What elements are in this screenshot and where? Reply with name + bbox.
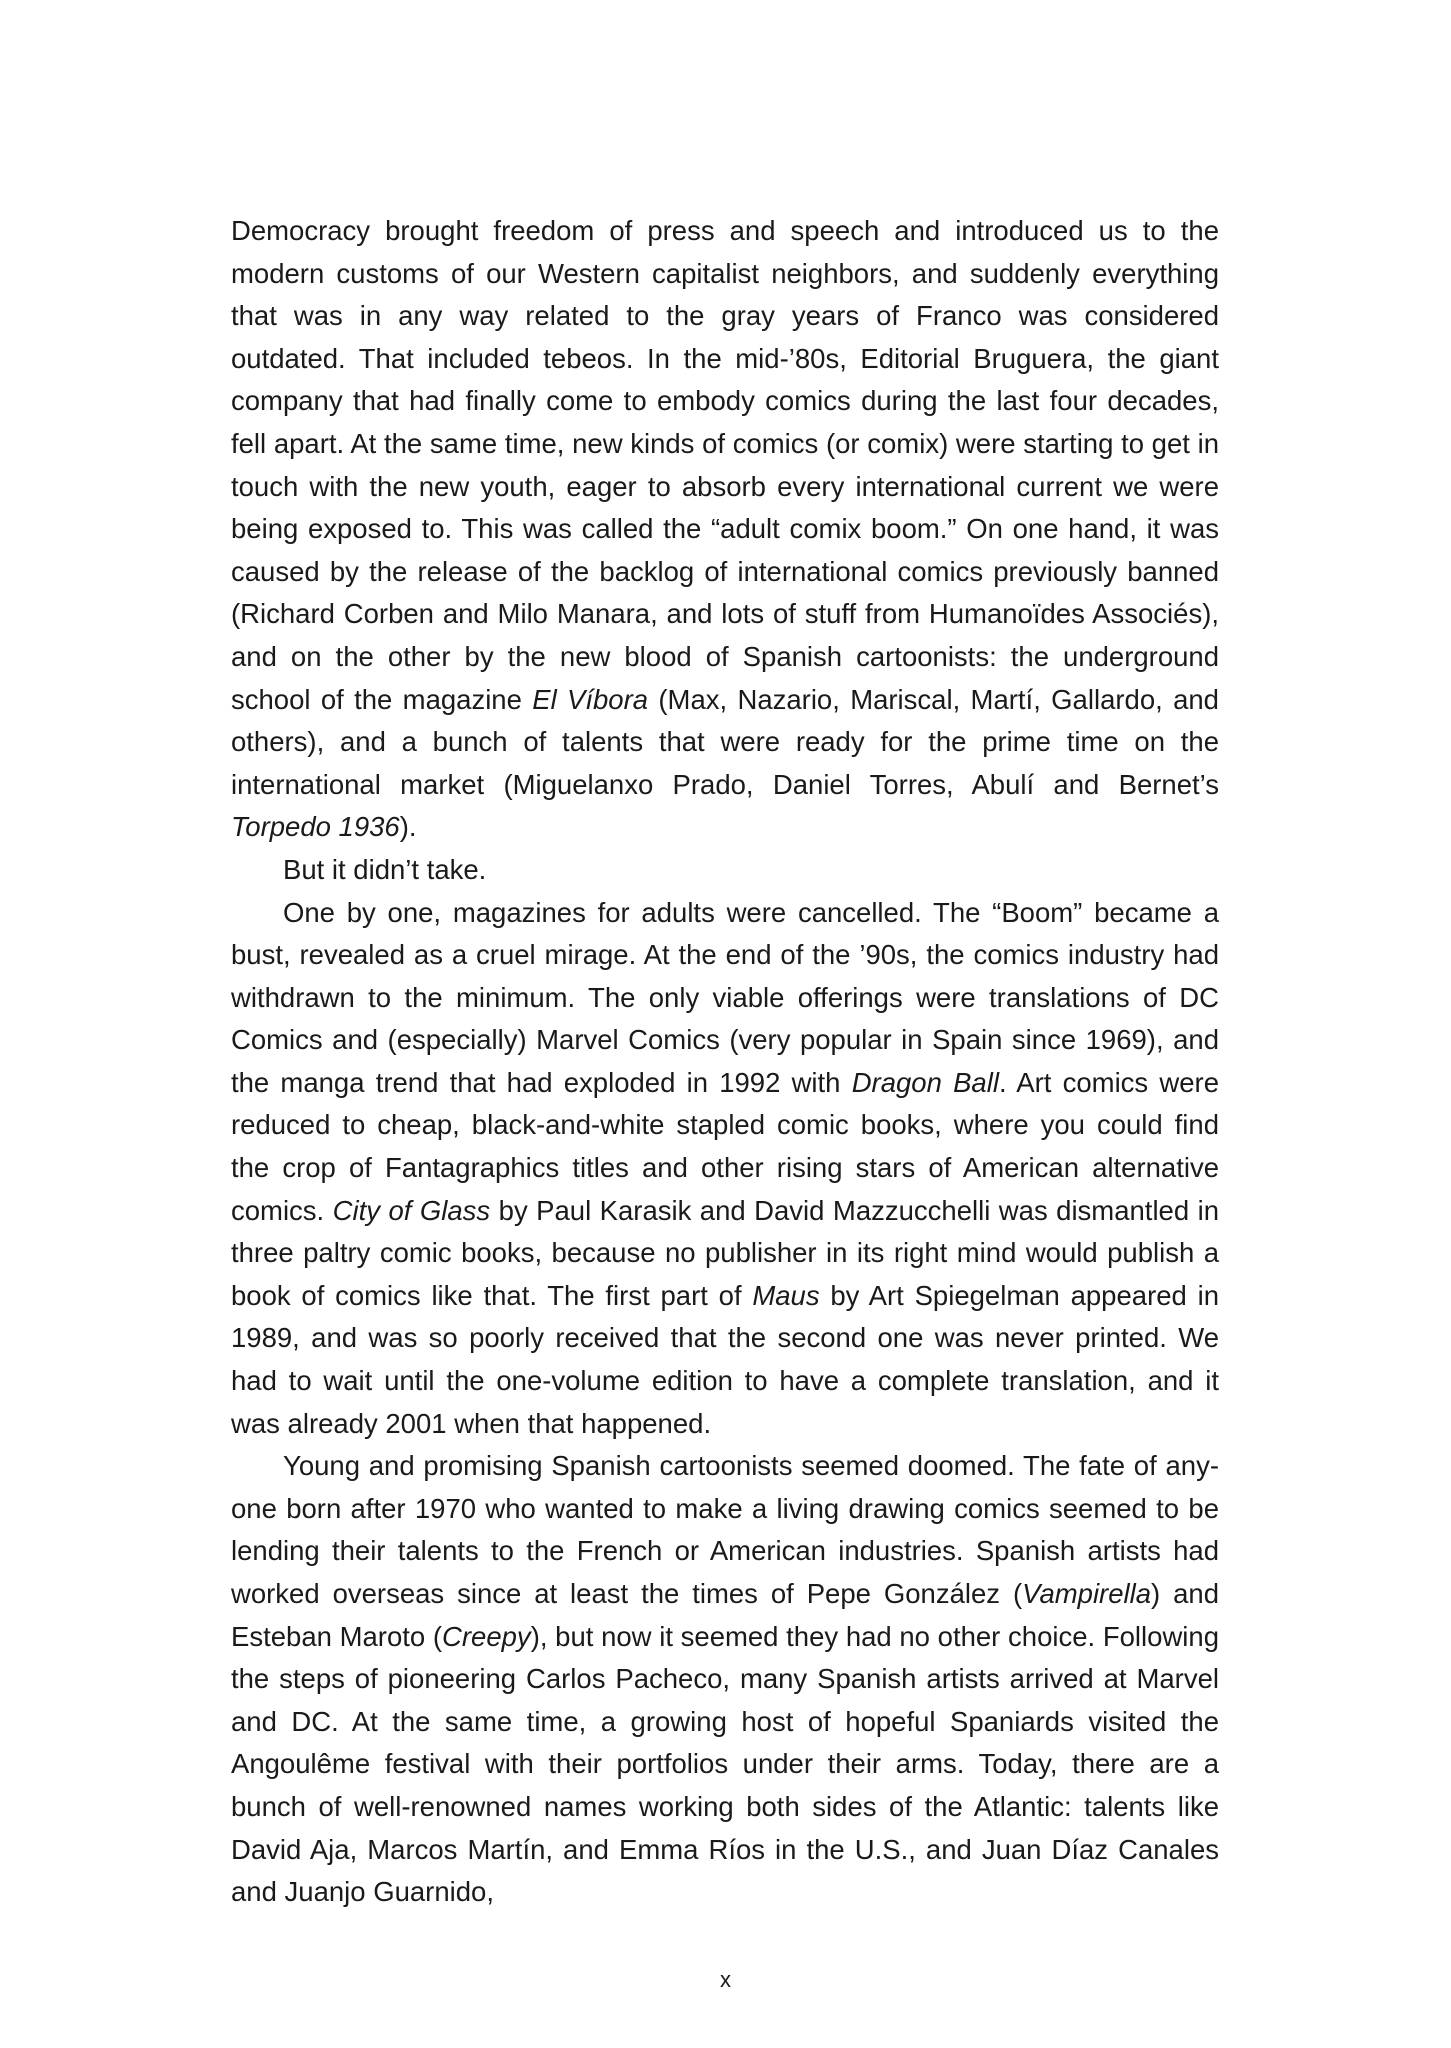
- text-run: Young and promising Spanish cartoonists seemed doomed. The fate of anyone born after 1970 who wanted to make a living drawing comics seemed to be lending their talents to the French or American industries. Spanish artists had worked overseas since at least the times of Pepe González (: [231, 1450, 1219, 1609]
- text-run: ), but now it seemed they had no other choice. Following the steps of pioneering Carlos Pacheco, many Spanish artists arrived at Marvel and DC. At the same time, a growing host of hopeful Spaniards visited the Angoulême festival with their portfolios under their arms. Today, there are a bunch of well-renowned names working both sides of the Atlantic: talents like David Aja, Marcos Martín, and Emma Ríos in the U.S., and Juan Díaz Canales and Juanjo Guarnido,: [231, 1620, 1220, 1908]
- text-run: (Max, Nazario, Mariscal, Martí, Gallardo, and others), and a bunch of talents that were ready for the prime time on the international market (Miguelanxo Prado, Daniel Torres, Abulí and Bernet’s: [231, 683, 1219, 800]
- text-run: by Art Spiegelman appeared in 1989, and was so poorly received that the second one was never printed. We had to wait until the one-volume edition to have a complete translation, and it was already 2001 when that happened.: [231, 1279, 1219, 1439]
- page-number: x: [720, 1967, 731, 1992]
- paragraph: [231, 210, 1219, 849]
- paragraph: [231, 849, 1219, 892]
- paragraph: [231, 1445, 1219, 1914]
- italic-title: Vampirella: [1022, 1578, 1152, 1609]
- italic-title: Torpedo 1936: [231, 811, 400, 843]
- text-run: ).: [399, 811, 417, 843]
- text-run: But it didn’t take.: [283, 853, 487, 885]
- text-run: One by one, magazines for adults were cancelled. The “Boom” became a bust, revealed as a cruel mirage. At the end of the ’90s, the comics industry had withdrawn to the minimum. The only viable offerings were translations of DC Comics and (especially) Marvel Comics (very popular in Spain since 1969), and the manga trend that had exploded in 1992 with: [231, 896, 1219, 1098]
- text-run: . Art comics were reduced to cheap, black-and-white stapled comic books, where you could find the crop of Fantagraphics titles and other rising stars of American alternative comics.: [231, 1066, 1219, 1226]
- body-text: [231, 210, 1219, 1914]
- italic-title: City of Glass: [332, 1194, 491, 1226]
- italic-title: Maus: [752, 1279, 820, 1311]
- italic-title: El Víbora: [532, 683, 649, 715]
- italic-title: Creepy: [442, 1620, 531, 1652]
- italic-title: Dragon Ball: [851, 1066, 999, 1098]
- text-run: ) and Esteban Maroto (: [231, 1578, 1219, 1652]
- text-run: by Paul Karasik and David Mazzucchelli was dismantled in three paltry comic books, because no publisher in its right mind would publish a book of comics like that. The first part of: [231, 1194, 1220, 1311]
- text-run: Democracy brought freedom of press and speech and introduced us to the modern customs of our Western capitalist neighbors, and suddenly everything that was in any way related to the gray years of Franco was considered outdated. That included tebeos. In the mid-’80s, Editorial Bruguera, the giant company that had finally come to embody comics during the last four decades, fell apart. At the same time, new kinds of comics (or comix) were starting to get in touch with the new youth, eager to absorb every international current we were being exposed to. This was called the “adult comix boom.” On one hand, it was caused by the release of the backlog of international comics previously banned (Richard Corben and Milo Manara, and lots of stuff from Humanoïdes Associés), and on the other by the new blood of Spanish cartoonists: the underground school of the magazine: [231, 215, 1219, 715]
- paragraph: [231, 892, 1219, 1446]
